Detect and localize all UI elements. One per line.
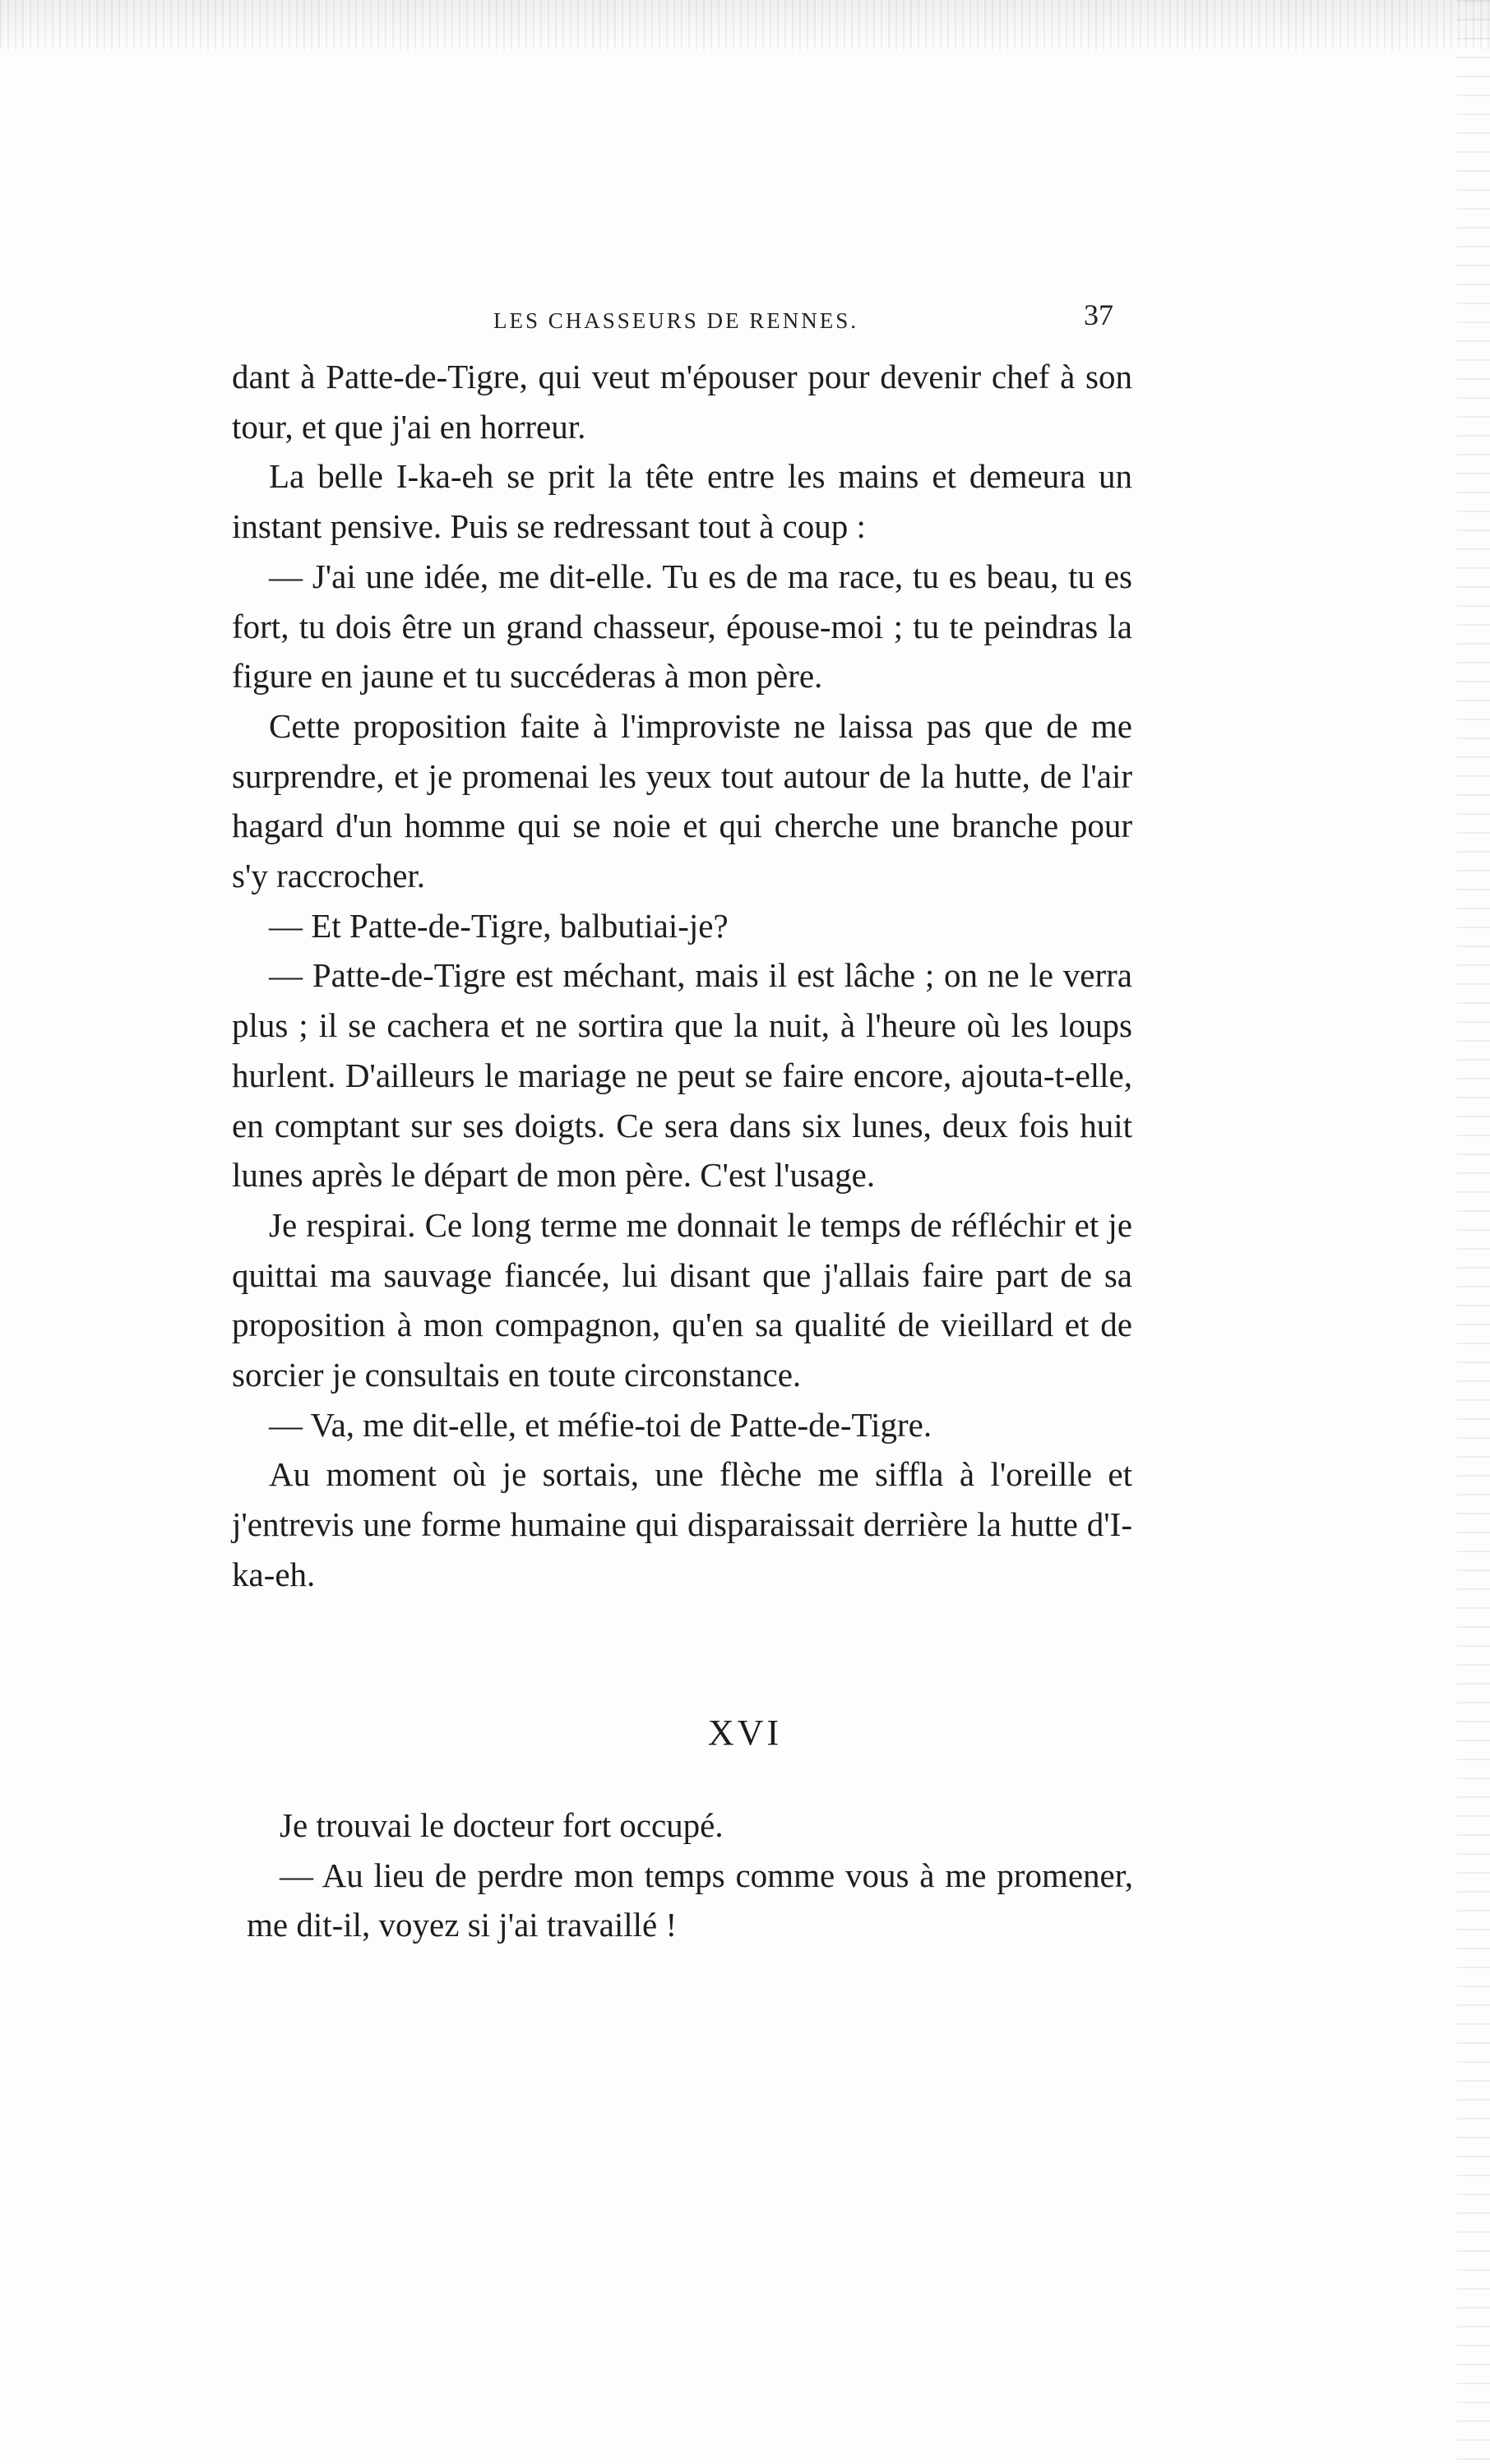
scan-edge-top bbox=[0, 0, 1490, 49]
paragraph: — Au lieu de perdre mon temps comme vous à me promener, me dit-il, voyez si j'ai travaillé ! bbox=[247, 1856, 1133, 1944]
paragraph: — Va, me dit-elle, et méfie-toi de Patte-de-Tigre. bbox=[269, 1405, 932, 1444]
chapter-heading: XVI bbox=[707, 1713, 783, 1753]
paragraph: dant à Patte-de-Tigre, qui veut m'épouser pour devenir chef à son tour, et que j'ai en horreur. bbox=[232, 358, 1132, 446]
paragraph: Cette proposition faite à l'improviste ne laissa pas que de me surprendre, et je promenai les yeux tout autour de la hutte, de l'air hagard d'un homme qui se noie et qui cherche une branche pour s'y raccrocher. bbox=[232, 706, 1132, 895]
paragraph: — Patte-de-Tigre est méchant, mais il est lâche ; on ne le verra plus ; il se cachera et ne sortira que la nuit, à l'heure où les loups hurlent. D'ailleurs le mariage ne peut se faire encore, ajouta-t-elle, en comptant sur ses doigts. Ce sera dans six lunes, deux fois huit lunes après le départ de mon père. C'est l'usage. bbox=[232, 956, 1132, 1195]
body-text bbox=[232, 352, 1132, 1600]
paragraph: Je trouvai le docteur fort occupé. bbox=[280, 1806, 724, 1844]
paragraph: La belle I-ka-eh se prit la tête entre les mains et demeura un instant pensive. Puis se redressant tout à coup : bbox=[232, 457, 1132, 546]
paragraph: Au moment où je sortais, une flèche me siffla à l'oreille et j'entrevis une forme humaine qui disparaissait derrière la hutte d'I-ka-eh. bbox=[232, 1455, 1132, 1593]
paragraph: — Et Patte-de-Tigre, balbutiai-je? bbox=[269, 906, 729, 945]
chapter-body-text bbox=[247, 1801, 1133, 1950]
page-number: 37 bbox=[1084, 298, 1113, 331]
scan-edge-right bbox=[1457, 0, 1490, 2464]
running-head: LES CHASSEURS DE RENNES. bbox=[493, 308, 859, 333]
paragraph: — J'ai une idée, me dit-elle. Tu es de ma race, tu es beau, tu es fort, tu dois être un grand chasseur, épouse-moi ; tu te peindras la figure en jaune et tu succéderas à mon père. bbox=[232, 557, 1132, 696]
paragraph: Je respirai. Ce long terme me donnait le temps de réfléchir et je quittai ma sauvage fiancée, lui disant que j'allais faire part de sa proposition à mon compagnon, qu'en sa qualité de vieillard et de sorcier je consultais en toute circonstance. bbox=[232, 1205, 1132, 1394]
